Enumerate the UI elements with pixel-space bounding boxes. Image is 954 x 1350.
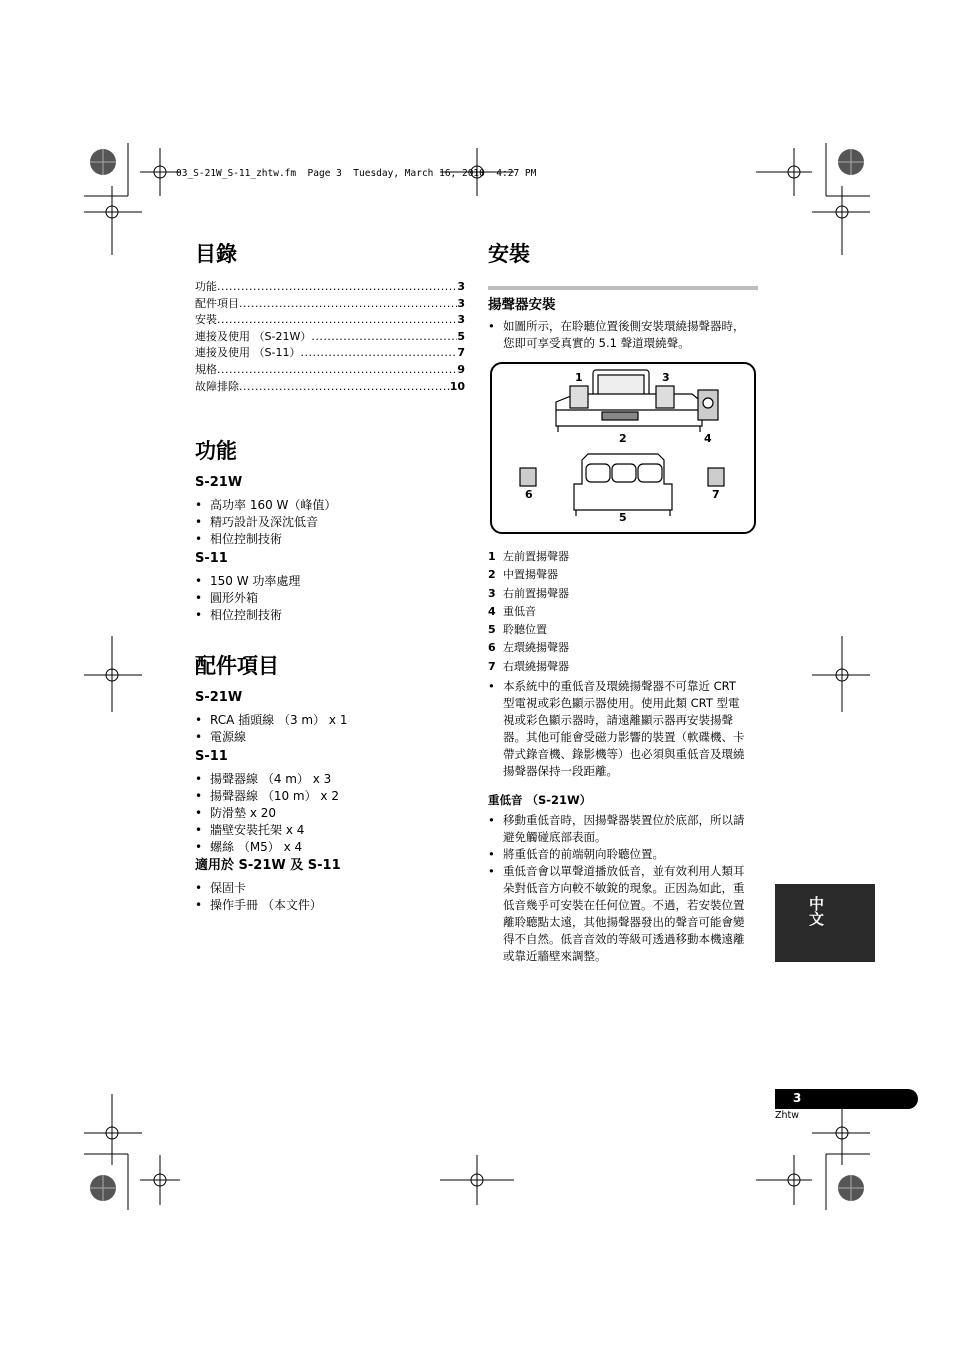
toc-item[interactable]: 安裝 ..... 3 (195, 311, 465, 328)
list-item: • 牆壁安裝托架 x 4 (195, 822, 465, 839)
list-item: • 圓形外箱 (195, 590, 465, 607)
accessories-model-s21w: S-21W (195, 690, 243, 706)
features-model-s11: S-11 (195, 551, 228, 567)
list-item: • 防滑墊 x 20 (195, 805, 465, 822)
list-item: • 150 W 功率處理 (195, 573, 465, 590)
features-title: 功能 (195, 439, 237, 464)
legend-item: 6 左環繞揚聲器 (488, 641, 569, 655)
list-item: • 揚聲器線 （4 m） x 3 (195, 771, 465, 788)
toc-item[interactable]: 配件項目 ..... 3 (195, 295, 465, 312)
install-body (488, 296, 760, 352)
page-number-badge (775, 1089, 918, 1109)
speaker-legend (488, 548, 760, 676)
list-item: • 如圖所示，在聆聽位置後側安裝環繞揚聲器時，您即可享受真實的 5.1 聲道環繞聲。 (488, 318, 750, 352)
install-title: 安裝 (488, 242, 530, 266)
features-list-s11 (195, 573, 465, 624)
list-item: • 將重低音的前端朝向聆聽位置。 (488, 846, 750, 863)
toc-item[interactable]: 連接及使用 （S-11） ..... 7 (195, 344, 465, 361)
accessories-title: 配件項目 (195, 654, 279, 679)
diagram-label-7: 7 (712, 488, 720, 501)
list-item: • 相位控制技術 (195, 531, 465, 548)
diagram-label-5: 5 (619, 511, 627, 524)
list-item: • 螺絲 （M5） x 4 (195, 839, 465, 856)
toc-item[interactable]: 連接及使用 （S-21W） ..... 5 (195, 328, 465, 345)
diagram-label-6: 6 (525, 488, 533, 501)
subwoofer-title: 重低音 （S-21W） (488, 793, 592, 808)
toc-title: 目錄 (195, 242, 237, 266)
legend-item: 3 右前置揚聲器 (488, 586, 569, 600)
list-item: • 電源線 (195, 729, 465, 746)
list-item: • 相位控制技術 (195, 607, 465, 624)
diagram-label-3: 3 (662, 371, 670, 384)
toc-item[interactable]: 規格 ..... 9 (195, 361, 465, 378)
toc-item[interactable]: 故障排除 ..... 10 (195, 378, 465, 395)
legend-item: 1 左前置揚聲器 (488, 550, 569, 563)
features-list-s21w (195, 497, 465, 548)
list-item: • 本系統中的重低音及環繞揚聲器不可靠近 CRT 型電視或彩色顯示器使用。使用此類 CRT 型電視或彩色顯示器時，請遠離顯示器再安裝揚聲器。其他可能會受磁力影響的裝置（軟碟機、卡帶式錄音機、錄影機等）也必須與重低音及環繞揚聲器保持一段距離。 (488, 678, 750, 780)
list-item: • 保固卡 (195, 880, 465, 897)
subwoofer-list (488, 812, 750, 965)
legend-item: 7 右環繞揚聲器 (488, 659, 569, 673)
list-item: • 精巧設計及深沈低音 (195, 514, 465, 531)
accessories-list-s11 (195, 771, 465, 856)
page-language: Zhtw (775, 1110, 800, 1121)
list-item: • 高功率 160 W（峰值） (195, 497, 465, 514)
speaker-2-shape (602, 412, 638, 420)
speaker-6-shape (520, 468, 536, 486)
install-legend-block (488, 548, 760, 965)
diagram-label-2: 2 (619, 432, 627, 445)
diagram-label-1: 1 (575, 371, 583, 384)
list-item: • 重低音會以單聲道播放低音，並有效利用人類耳朵對低音方向較不敏銳的現象。正因為如此，重低音幾乎可安裝在任何位置。不過，若安裝位置離聆聽點太遠，其他揚聲器發出的聲音可能會變得不自然。低音音效的等級可透過移動本機遠離或靠近牆壁來調整。 (488, 863, 750, 965)
diagram-label-4: 4 (704, 432, 712, 445)
list-item: • 移動重低音時，因揚聲器裝置位於底部，所以請避免觸碰底部表面。 (488, 812, 750, 846)
diagram-drawing (492, 364, 754, 532)
install-note-list (488, 678, 750, 780)
accessories-model-both: 適用於 S-21W 及 S-11 (195, 858, 341, 874)
features-model-s21w: S-21W (195, 475, 243, 491)
speaker-3-shape (656, 386, 674, 408)
left-column (195, 240, 465, 914)
accessories-list-s21w (195, 712, 465, 746)
list-item: • RCA 插頭線 （3 m） x 1 (195, 712, 465, 729)
list-item: • 操作手冊 （本文件） (195, 897, 465, 914)
right-column (488, 240, 760, 268)
install-subtitle: 揚聲器安裝 (488, 297, 556, 313)
accessories-model-s11: S-11 (195, 749, 228, 765)
legend-item: 4 重低音 (488, 604, 536, 618)
legend-item: 5 聆聽位置 (488, 623, 547, 637)
speaker-7-shape (708, 468, 724, 486)
section-rule (488, 286, 758, 290)
speaker-layout-diagram (490, 362, 756, 534)
language-tab (775, 884, 875, 962)
list-item: • 揚聲器線 （10 m） x 2 (195, 788, 465, 805)
speaker-1-shape (570, 386, 588, 408)
language-tab-label: 中文 (807, 896, 825, 926)
install-intro-list (488, 318, 750, 352)
file-header: 03_S-21W_S-11_zhtw.fm Page 3 Tuesday, March 16, 2010 4:27 PM (176, 168, 537, 179)
page-number: 3 (793, 1091, 802, 1105)
toc-list (195, 278, 465, 394)
accessories-list-both (195, 880, 465, 914)
toc-item[interactable]: 功能 ..... 3 (195, 278, 465, 295)
legend-item: 2 中置揚聲器 (488, 568, 558, 582)
